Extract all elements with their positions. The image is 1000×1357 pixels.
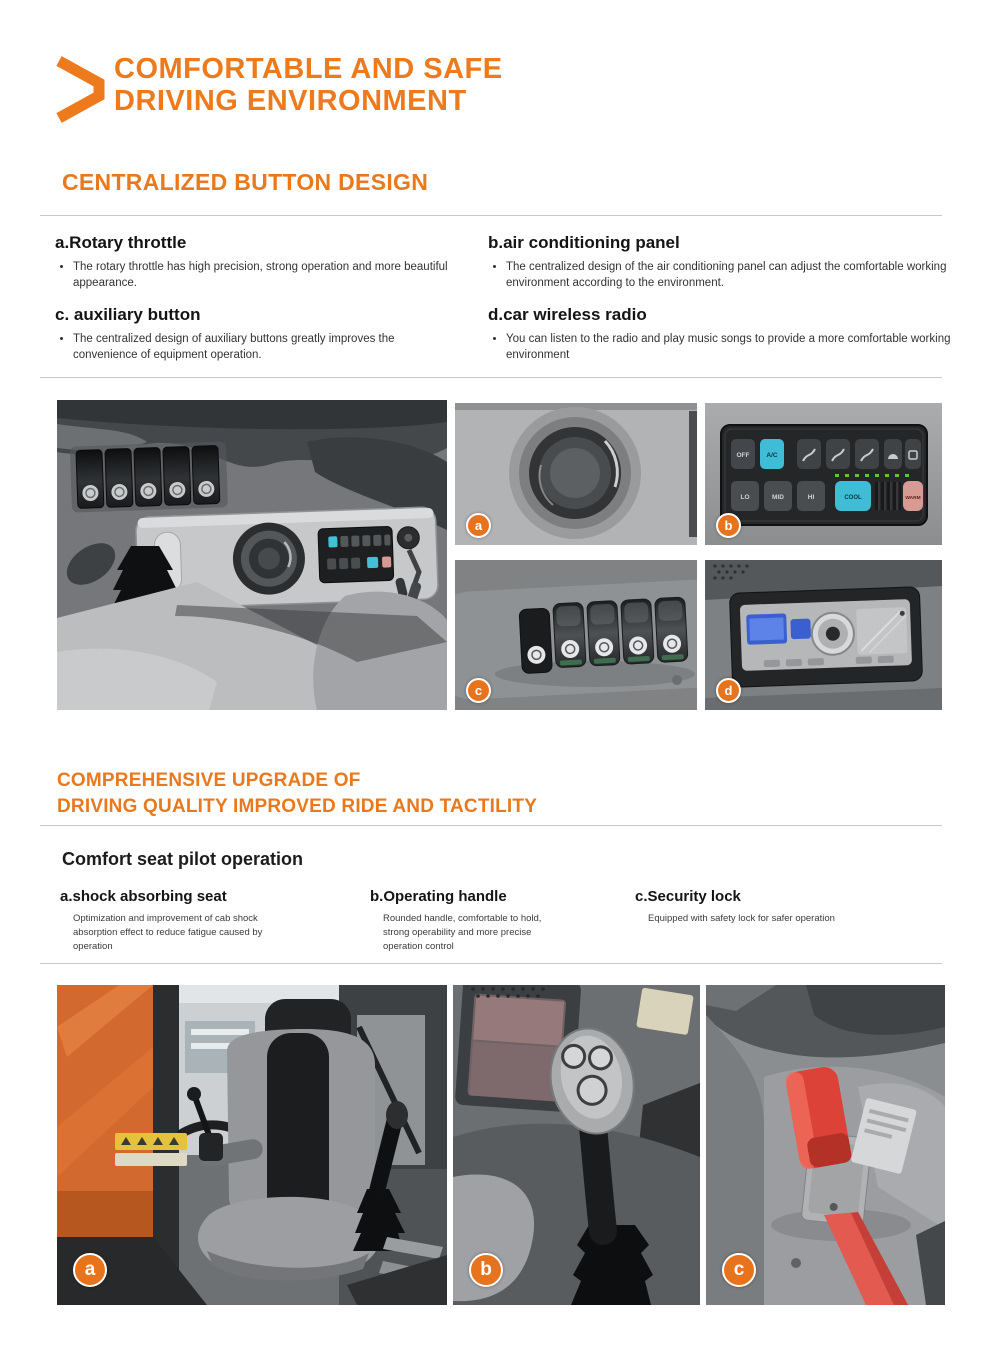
photo-badge-b: b xyxy=(469,1253,503,1287)
ac-label-warm: WARM xyxy=(905,496,921,501)
divider xyxy=(40,215,942,216)
rocker-switches-illustration xyxy=(455,560,697,710)
ac-label-ac: A/C xyxy=(766,452,778,459)
photo-badge-b: b xyxy=(716,513,741,538)
feature-title: c. auxiliary button xyxy=(55,305,201,324)
divider xyxy=(40,825,942,826)
subheading-comfort-seat: Comfort seat pilot operation xyxy=(62,849,304,869)
divider xyxy=(40,377,942,378)
photo-badge-c: c xyxy=(722,1253,756,1287)
feature-desc: • You can listen to the radio and play music songs to provide a more comfortable working environment xyxy=(506,331,958,363)
seat-illustration xyxy=(57,985,447,1305)
rocker-switch-row xyxy=(519,597,688,674)
feature-desc: Rounded handle, comfortable to hold, strong operability and more precise operation control xyxy=(383,913,542,952)
feature-desc: Equipped with safety lock for safer operation xyxy=(648,913,835,924)
section-heading-line1: COMPREHENSIVE UPGRADE OF xyxy=(57,770,361,791)
photo-cab-console xyxy=(57,400,447,710)
photo-badge-c: c xyxy=(466,678,491,703)
feature-operating-handle xyxy=(370,888,630,954)
warning-stickers xyxy=(115,1133,187,1166)
photo-operating-handle xyxy=(453,985,700,1305)
feature-shock-absorbing-seat xyxy=(60,888,355,954)
feature-desc: • The centralized design of auxiliary buttons greatly improves the convenience of equipment operation. xyxy=(73,331,460,363)
feature-desc: • The centralized design of the air conditioning panel can adjust the comfortable working environment according to the environment. xyxy=(506,259,958,291)
ac-label-off: OFF xyxy=(736,452,750,459)
photo-badge-d: d xyxy=(716,678,741,703)
radio-face-illustration xyxy=(729,587,922,688)
feature-title: c.Security lock xyxy=(635,888,741,905)
feature-security-lock xyxy=(635,888,935,926)
photo-rotary-throttle xyxy=(455,403,697,545)
cab-console-illustration xyxy=(57,400,447,710)
feature-title: a.Rotary throttle xyxy=(55,233,187,252)
page-title-line2: DRIVING ENVIRONMENT xyxy=(114,85,467,117)
divider xyxy=(40,963,942,964)
ac-label-hi: HI xyxy=(807,494,815,501)
feature-desc: • The rotary throttle has high precision, strong operation and more beautiful appearance. xyxy=(73,259,460,291)
photo-badge-a: a xyxy=(73,1253,107,1287)
feature-auxiliary-button xyxy=(55,305,460,363)
feature-desc: Optimization and improvement of cab shock absorption effect to reduce fatigue caused by operation xyxy=(73,913,263,952)
feature-title: a.shock absorbing seat xyxy=(60,888,227,905)
photo-ac-panel xyxy=(705,403,942,545)
ac-label-cool: COOL xyxy=(844,495,862,501)
photo-badge-a: a xyxy=(466,513,491,538)
feature-rotary-throttle xyxy=(55,233,460,291)
chevron-logo-icon xyxy=(54,54,106,124)
feature-title: b.air conditioning panel xyxy=(488,233,680,252)
page-title-line1: COMFORTABLE AND SAFE xyxy=(114,53,503,85)
feature-air-conditioning-panel xyxy=(488,233,958,291)
feature-title: d.car wireless radio xyxy=(488,305,647,324)
feature-title: b.Operating handle xyxy=(370,888,507,905)
ac-label-lo: LO xyxy=(740,494,750,501)
photo-security-lock xyxy=(706,985,945,1305)
feature-car-wireless-radio xyxy=(488,305,958,363)
photo-shock-absorbing-seat xyxy=(57,985,447,1305)
section-heading-line2: DRIVING QUALITY IMPROVED RIDE AND TACTILITY xyxy=(57,796,538,817)
section-heading-centralized-button-design: CENTRALIZED BUTTON DESIGN xyxy=(62,169,429,195)
aux-switch-panel-illustration xyxy=(70,441,228,512)
section-heading-comprehensive-upgrade xyxy=(57,768,537,820)
photo-auxiliary-switches xyxy=(455,560,697,710)
page-title xyxy=(114,53,503,117)
photo-car-radio xyxy=(705,560,942,710)
rotary-knob-illustration xyxy=(455,403,697,545)
ac-label-mid: MID xyxy=(772,494,784,501)
